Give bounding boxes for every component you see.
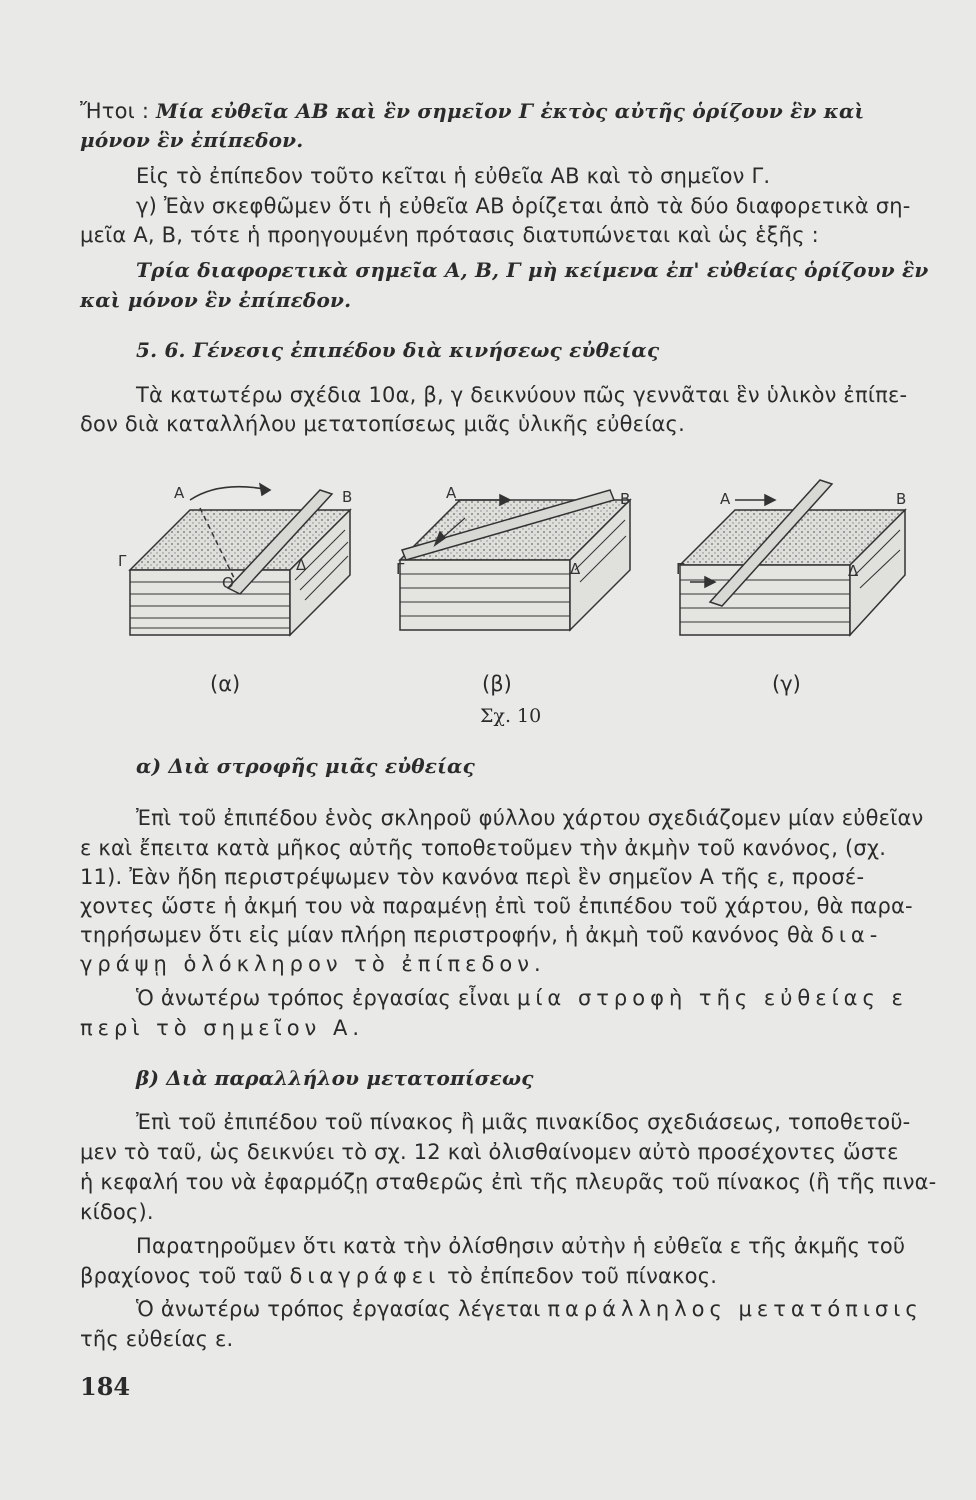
text-line-5-part-1: μεῖα Α, Β, τότε ἡ προηγουμένη πρότασις διατυπώνεται καὶ ὡς ἑξῆς : — [80, 223, 819, 247]
text-line-5 — [80, 221, 819, 249]
text-line-1-part-1: Ἤτοι : — [80, 99, 156, 123]
text-line-1 — [80, 97, 864, 125]
text-line-6 — [136, 256, 928, 284]
figure-label-b: (β) — [482, 672, 512, 696]
text-line-26-part-2: διαγράφει — [289, 1264, 441, 1288]
text-line-12 — [136, 804, 923, 832]
text-line-16-part-2: δια- — [820, 923, 883, 947]
label-a-D: Δ — [296, 556, 307, 574]
text-line-22 — [80, 1138, 899, 1166]
text-line-17-part-1: γράψῃ ὁλόκληρον τὸ ἐπίπεδον. — [80, 952, 546, 976]
text-line-7 — [80, 286, 351, 314]
text-line-4-part-1: γ) Ἐὰν σκεφθῶμεν ὅτι ἡ εὐθεῖα ΑΒ ὁρίζεται ἀπὸ τὰ δύο διαφορετικὰ ση- — [136, 194, 911, 218]
text-line-8-part-1: 5. 6. Γένεσις ἐπιπέδου διὰ κινήσεως εὐθείας — [136, 338, 660, 362]
text-line-3-part-1: Εἰς τὸ ἐπίπεδον τοῦτο κεῖται ἡ εὐθεῖα ΑΒ καὶ τὸ σημεῖον Γ. — [136, 164, 771, 188]
label-b-A: A — [446, 484, 457, 502]
text-line-6-part-1: Τρία διαφορετικὰ σημεῖα Α, Β, Γ μὴ κείμενα ἐπ' εὐθείας ὁρίζουν ἓν — [136, 258, 929, 282]
label-a-G: Γ — [118, 552, 127, 570]
text-line-27 — [136, 1295, 923, 1323]
text-line-28 — [80, 1325, 233, 1353]
text-line-25-part-1: Παρατηροῦμεν ὅτι κατὰ τὴν ὀλίσθησιν αὐτὴν ἡ εὐθεῖα ε τῆς ἀκμῆς τοῦ — [136, 1234, 906, 1258]
text-line-9-part-1: Τὰ κατωτέρω σχέδια 10α, β, γ δεικνύουν πῶς γεννᾶται ἓν ὑλικὸν ἐπίπε- — [136, 383, 908, 407]
text-line-3 — [136, 162, 770, 190]
text-line-27-part-2: παράλληλος μετατόπισις — [547, 1297, 923, 1321]
text-line-23 — [80, 1168, 936, 1196]
label-b-B: B — [620, 490, 631, 508]
text-line-21-part-1: Ἐπὶ τοῦ ἐπιπέδου τοῦ πίνακος ἢ μιᾶς πινακίδος σχεδιάσεως, τοποθετοῦ- — [136, 1110, 911, 1134]
text-line-13-part-1: ε καὶ ἔπειτα κατὰ μῆκος αὐτῆς τοποθετοῦμεν τὴν ἀκμὴν τοῦ κανόνος, (σχ. — [80, 836, 887, 860]
text-line-10-part-1: δον διὰ καταλλήλου μετατοπίσεως μιᾶς ὑλικῆς εὐθείας. — [80, 412, 685, 436]
text-line-24 — [80, 1198, 154, 1226]
figure-c-block — [680, 480, 905, 635]
text-line-7-part-1: καὶ μόνον ἓν ἐπίπεδον. — [80, 288, 352, 312]
label-a-B: B — [342, 488, 353, 506]
label-b-G: Γ — [396, 560, 405, 578]
text-line-23-part-1: ἡ κεφαλή του νὰ ἐφαρμόζῃ σταθερῶς ἐπὶ τῆς πλευρᾶς τοῦ πίνακος (ἢ τῆς πινα- — [80, 1170, 937, 1194]
text-line-12-part-1: Ἐπὶ τοῦ ἐπιπέδου ἑνὸς σκληροῦ φύλλου χάρτου σχεδιάζομεν μίαν εὐθεῖαν — [136, 806, 924, 830]
text-line-14 — [80, 863, 864, 891]
figure-caption: Σχ. 10 — [480, 705, 542, 727]
text-line-24-part-1: κίδος). — [80, 1200, 154, 1224]
label-b-D: Δ — [570, 560, 581, 578]
figure-label-a: (α) — [210, 672, 241, 696]
text-line-26-part-1: βραχίονος τοῦ ταῦ — [80, 1264, 290, 1288]
text-line-26 — [80, 1262, 717, 1290]
text-line-15 — [80, 892, 913, 920]
text-line-19 — [80, 1014, 364, 1042]
text-line-18 — [136, 984, 908, 1012]
text-line-9 — [136, 381, 907, 409]
figure-label-c: (γ) — [772, 672, 801, 696]
label-c-D: Δ — [848, 562, 859, 580]
text-line-27-part-1: Ὁ ἀνωτέρω τρόπος ἐργασίας λέγεται — [136, 1297, 548, 1321]
label-c-A: A — [720, 490, 731, 508]
text-line-19-part-1: περὶ τὸ σημεῖον Α. — [80, 1016, 365, 1040]
text-line-17 — [80, 950, 546, 978]
figure-a-block — [130, 484, 353, 635]
text-line-11 — [136, 752, 475, 780]
page-number: 184 — [80, 1372, 131, 1401]
text-line-1-part-2: Μία εὐθεῖα ΑΒ καὶ ἓν σημεῖον Γ ἐκτὸς αὐτῆς ὁρίζουν ἓν καὶ — [156, 99, 865, 123]
text-line-2-part-1: μόνον ἓν ἐπίπεδον. — [80, 128, 304, 152]
text-line-11-part-1: α) Διὰ στροφῆς μιᾶς εὐθείας — [136, 754, 476, 778]
text-line-20-part-1: β) Διὰ παραλλήλου μετατοπίσεως — [136, 1066, 534, 1090]
text-line-15-part-1: χοντες ὥστε ἡ ἀκμή του νὰ παραμένῃ ἐπὶ τοῦ ἐπιπέδου τοῦ χάρτου, θὰ παρα- — [80, 894, 913, 918]
text-line-16-part-1: τηρήσωμεν ὅτι εἰς μίαν πλήρη περιστροφήν, ἡ ἀκμὴ τοῦ κανόνος θὰ — [80, 923, 821, 947]
text-line-25 — [136, 1232, 905, 1260]
text-line-14-part-1: 11). Ἐὰν ἤδη περιστρέψωμεν τὸν κανόνα περὶ ἓν σημεῖον Α τῆς ε, προσέ- — [80, 865, 865, 889]
figure-b-block — [400, 490, 630, 630]
text-line-8 — [136, 336, 659, 364]
label-c-B: B — [896, 490, 907, 508]
text-line-21 — [136, 1108, 910, 1136]
text-line-18-part-1: Ὁ ἀνωτέρω τρόπος ἐργασίας εἶναι — [136, 986, 517, 1010]
text-line-4 — [136, 192, 911, 220]
label-c-G: Γ — [676, 560, 685, 578]
text-line-16 — [80, 921, 882, 949]
label-a-A: A — [174, 484, 185, 502]
label-a-O: O — [222, 574, 234, 592]
text-line-10 — [80, 410, 685, 438]
text-line-28-part-1: τῆς εὐθείας ε. — [80, 1327, 234, 1351]
text-line-2 — [80, 126, 303, 154]
text-line-26-part-3: τὸ ἐπίπεδον τοῦ πίνακος. — [440, 1264, 718, 1288]
text-line-20 — [136, 1064, 534, 1092]
text-line-18-part-2: μία στροφὴ τῆς εὐθείας ε — [516, 986, 908, 1010]
text-line-13 — [80, 834, 886, 862]
text-line-22-part-1: μεν τὸ ταῦ, ὡς δεικνύει τὸ σχ. 12 καὶ ὀλισθαίνομεν αὐτὸ προσέχοντες ὥστε — [80, 1140, 899, 1164]
